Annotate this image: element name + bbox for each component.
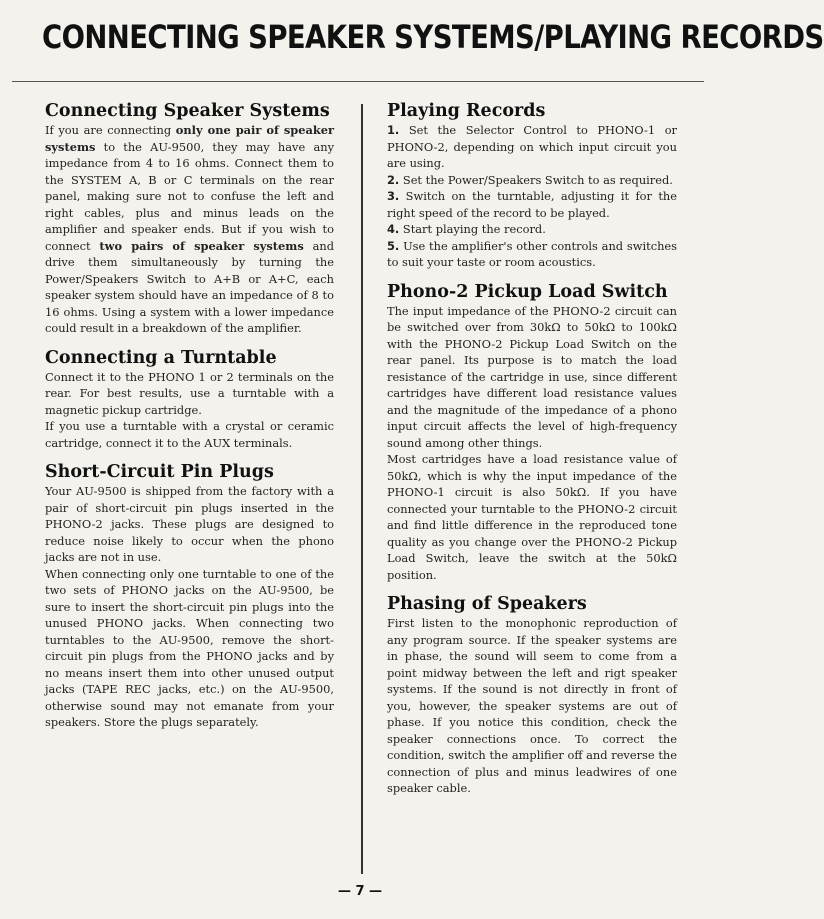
plugs-paragraph-1: Your AU-9500 is shipped from the factory with a pair of short-circuit pin plugs inserted in the PHONO-2 jacks. These plugs are designed to reduce noise likely to occur when the phono jacks are not in use. — [45, 484, 334, 564]
step-text: Start playing the record. — [402, 222, 546, 236]
speakers-text-1: If you are connecting — [45, 123, 176, 137]
step-text: Switch on the turntable, adjusting it for the right speed of the record to be played. — [387, 189, 677, 220]
phono2-paragraph-2: Most cartridges have a load resistance value of 50kΩ, which is why the input impedance of the PHONO-1 circuit is also 50kΩ. If you have connected your turntable to the PHONO-2 circuit and find little difference in the reproduced tone quality as you change over the PHONO-2 Pickup Load Switch, leave the switch at the 50kΩ position. — [387, 452, 677, 582]
page-number: — 7 — — [337, 884, 383, 899]
heading-connecting-a-turntable: Connecting a Turntable — [45, 347, 277, 368]
heading-phasing-of-speakers: Phasing of Speakers — [387, 594, 587, 614]
heading-phono-2-pickup-load-switch: Phono-2 Pickup Load Switch — [387, 281, 668, 302]
step-text: Set the Power/Speakers Switch to as required. — [402, 172, 673, 187]
speakers-paragraph — [45, 122, 334, 337]
list-item — [387, 221, 677, 238]
header-rule — [12, 81, 704, 82]
speakers-emphasis-2: two pairs of speaker systems — [99, 238, 304, 253]
list-item — [387, 238, 677, 271]
step-number: 5. — [387, 238, 400, 253]
step-text: Use the amplifier's other controls and switches to suit your taste or room acoustics. — [387, 238, 677, 269]
speakers-text-2: to the AU-9500, they may have any impedance from 4 to 16 ohms. Connect them to the SYSTEM A, B or C terminals on the rear panel, making sure not to confuse the left and right cables, plus and minus leads on the amplifier and speaker ends. But if you wish to connect — [45, 139, 334, 253]
plugs-paragraph-2: When connecting only one turntable to one of the two sets of PHONO jacks on the AU-9500, be sure to insert the short-circuit pin plugs into the unused PHONO jacks. When connecting two turntables to the AU-9500, remove the short-circuit pin plugs from the PHONO jacks and by no means insert them into other unused output jacks (TAPE REC jacks, etc.) on the AU-9500, otherwise sound may not emanate from your speakers. Store the plugs separately. — [45, 566, 334, 729]
step-number: 2. — [387, 172, 400, 187]
turntable-paragraph-1: Connect it to the PHONO 1 or 2 terminals on the rear. For best results, use a turntable with a magnetic pickup cartridge. — [45, 369, 334, 417]
phono2-paragraph-1: The input impedance of the PHONO-2 circuit can be switched over from 30kΩ to 50kΩ to 100kΩ with the PHONO-2 Pickup Load Switch on the rear panel. Its purpose is to match the load resistance of the cartridge in use, since different cartridges have different load resistance values and the magnitude of the impedance of a phono input circuit affects the level of high-frequency sound among other things. — [387, 303, 677, 450]
heading-short-circuit-pin-plugs: Short-Circuit Pin Plugs — [45, 462, 274, 482]
list-item — [387, 188, 677, 221]
list-item — [387, 122, 677, 172]
column-divider — [361, 104, 363, 874]
right-column — [387, 100, 677, 797]
step-number: 4. — [387, 222, 400, 236]
step-text: Set the Selector Control to PHONO-1 or PHONO-2, depending on which input circuit you are using. — [387, 123, 677, 170]
page-title: CONNECTING SPEAKER SYSTEMS/PLAYING RECORDS — [42, 19, 824, 57]
speakers-emphasis-1: only one pair of speaker systems — [45, 123, 334, 154]
step-number: 3. — [387, 189, 400, 203]
phasing-paragraph: First listen to the monophonic reproduction of any program source. If the speaker systems are in phase, the sound will seem to come from a point midway between the left and rigt speaker systems. If the sound is not directly in front of you, however, the speaker systems are out of phase. If you notice this condition, check the speaker connections once. To correct the condition, switch the amplifier off and reverse the connection of plus and minus leadwires of one speaker cable. — [387, 616, 677, 795]
left-column — [45, 100, 334, 731]
heading-connecting-speaker-systems: Connecting Speaker Systems — [45, 101, 330, 121]
heading-playing-records: Playing Records — [387, 101, 546, 121]
speakers-text-3: and drive them simultaneously by turning the Power/Speakers Switch to A+B or A+C, each speaker system should have an impedance of 8 to 16 ohms. Using a system with a lower impedance could result in a breakdown of the amplifier. — [45, 238, 334, 335]
list-item — [387, 172, 677, 189]
step-number: 1. — [387, 123, 400, 137]
turntable-paragraph-2: If you use a turntable with a crystal or ceramic cartridge, connect it to the AUX terminals. — [45, 419, 334, 450]
